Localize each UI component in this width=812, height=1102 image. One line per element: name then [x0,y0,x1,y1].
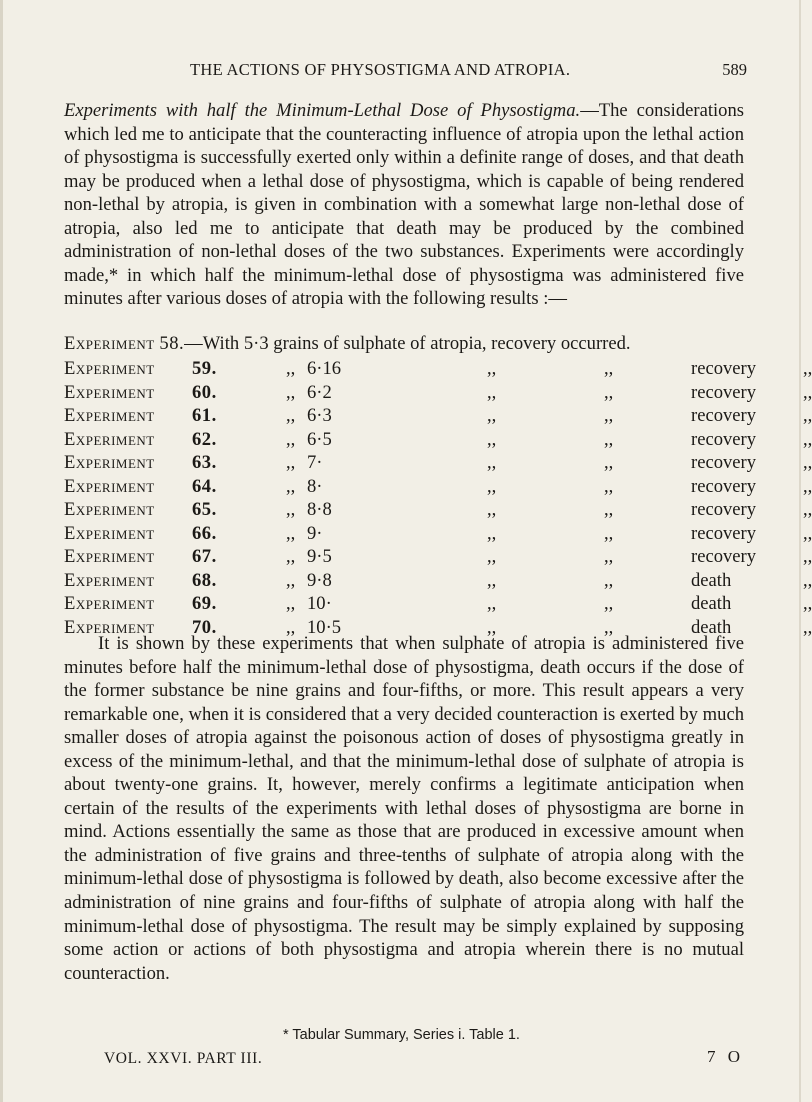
outcome-value: recovery [691,499,757,520]
ditto-mark: ,, [487,381,497,403]
ditto-mark: ,, [803,569,812,591]
ditto-mark: ,, [803,358,812,379]
dose-value: 9· [307,522,323,544]
dose-value: 8· [307,475,323,497]
ditto-mark: ,, [604,593,614,614]
ditto-mark: ,, [604,428,614,450]
ditto-mark: ,, [604,522,614,544]
ditto-mark: ,, [286,452,296,473]
experiment-number: 59. [192,358,217,379]
ditto-mark: ,, [604,569,614,591]
ditto-mark: ,, [286,569,296,591]
table-row [64,452,812,476]
ditto-mark: ,, [803,428,812,450]
ditto-mark: ,, [803,593,812,614]
page-number: 589 [722,60,747,79]
ditto-mark: ,, [803,381,812,403]
experiment-label: Experiment [64,475,155,497]
experiment-label: Experiment [64,405,155,426]
intro-body: —The considerations which led me to anticipate that the counteracting influence of atropia upon the lethal action of physostigma is successfully exerted only within a definite range of doses, and that death may be produced when a lethal dose of physostigma, which is capable of being rendered non-lethal by atropia, is given in combination with a somewhat large non-lethal dose of atropia, also led me to anticipate that death may be produced by the combined administration of non-lethal doses of the two substances. Experiments were accordingly made,* in which half the minimum-lethal dose of physostigma was administered five minutes after various doses of atropia with the following results :— [64,100,744,310]
volume-line: VOL. XXVI. PART III. [104,1050,263,1067]
dose-value: 10·5 [307,616,342,638]
experiment-number: 61. [192,405,217,426]
ditto-mark: ,, [286,381,296,403]
intro-paragraph [64,99,744,311]
ditto-mark: ,, [604,381,614,403]
experiment-58-text: —With 5·3 grains of sulphate of atropia, recovery occurred. [184,333,631,354]
dose-value: 8·8 [307,499,332,520]
dose-value: 6·3 [307,405,332,426]
ditto-mark: ,, [604,405,614,426]
outcome-value: recovery [691,452,757,473]
outcome-value: recovery [691,405,757,426]
experiment-number: 64. [192,475,217,497]
ditto-mark: ,, [487,499,497,520]
page-edge-left [0,0,3,1102]
table-row [64,358,812,382]
ditto-mark: ,, [604,475,614,497]
experiment-number: 69. [192,593,217,614]
experiment-label: Experiment [64,569,155,591]
experiment-label: Experiment [64,522,155,544]
table-row [64,499,812,523]
ditto-mark: ,, [286,358,296,379]
ditto-mark: ,, [286,405,296,426]
dose-value: 6·5 [307,428,332,450]
ditto-mark: ,, [286,546,296,567]
experiment-label: Experiment [64,616,155,638]
dose-value: 6·2 [307,381,332,403]
experiment-58-line [64,333,754,355]
ditto-mark: ,, [487,358,497,379]
table-row [64,522,812,547]
experiment-label: Experiment [64,593,155,614]
ditto-mark: ,, [487,428,497,450]
ditto-mark: ,, [604,452,614,473]
ditto-mark: ,, [803,522,812,544]
ditto-mark: ,, [803,475,812,497]
ditto-mark: ,, [487,522,497,544]
experiment-number: 63. [192,452,217,473]
ditto-mark: ,, [487,616,497,638]
experiment-number: 62. [192,428,217,450]
outcome-value: death [691,569,732,591]
signature-mark: 7 O [707,1047,745,1066]
ditto-mark: ,, [803,499,812,520]
outcome-value: death [691,616,732,638]
running-title: THE ACTIONS OF PHYSOSTIGMA AND ATROPIA. [190,60,571,79]
ditto-mark: ,, [803,452,812,473]
dose-value: 6·16 [307,358,342,379]
table-row [64,546,812,570]
experiment-label: Experiment [64,546,155,567]
outcome-value: recovery [691,522,757,544]
section-heading: Experiments with half the Minimum-Lethal Dose of Physostigma. [64,100,581,121]
dose-value: 10· [307,593,332,614]
ditto-mark: ,, [803,405,812,426]
ditto-mark: ,, [487,452,497,473]
footnote: * Tabular Summary, Series i. Table 1. [283,1027,520,1043]
experiment-label: Experiment [64,452,155,473]
experiment-label: Experiment [64,333,155,354]
outcome-value: recovery [691,475,757,497]
experiment-number: 68. [192,569,217,591]
outcome-value: recovery [691,358,757,379]
table-row [64,428,812,453]
ditto-mark: ,, [803,616,812,638]
conclusion-paragraph: It is shown by these experiments that when sulphate of atropia is administered five minutes before half the minimum-lethal dose of physostigma, death occurs if the dose of the former substance be nine grains and four-fifths, or more. This result appears a very remarkable one, when it is considered that a very decided counteraction is exerted by much smaller doses of atropia against the poisonous action of doses of physostigma greatly in excess of the minimum-lethal, and that the minimum-lethal dose of sulphate of atropia is about twenty-one grains. It, however, merely confirms a legitimate anticipation when certain of the results of the experiments with lethal doses of physostigma are borne in mind. Actions essentially the same as those that are produced in excessive amount when the administration of five grains and three-tenths of sulphate of atropia along with the minimum-lethal dose of physostigma is followed by death, also become excessive after the administration of nine grains and four-fifths of sulphate of atropia along with half the minimum-lethal dose of physostigma. The result may be simply explained by supposing some action or actions of both physostigma and atropia wherein there is no mutual counteraction. [64,633,744,984]
ditto-mark: ,, [487,405,497,426]
ditto-mark: ,, [286,475,296,497]
outcome-value: death [691,593,732,614]
ditto-mark: ,, [803,546,812,567]
table-row [64,475,812,500]
experiment-number: 60. [192,381,217,403]
outcome-value: recovery [691,546,757,567]
running-head [0,60,801,82]
ditto-mark: ,, [604,358,614,379]
ditto-mark: ,, [286,428,296,450]
ditto-mark: ,, [604,499,614,520]
ditto-mark: ,, [487,569,497,591]
ditto-mark: ,, [487,475,497,497]
experiment-number: 58. [159,333,185,354]
experiment-label: Experiment [64,428,155,450]
ditto-mark: ,, [604,616,614,638]
dose-value: 9·5 [307,546,332,567]
ditto-mark: ,, [487,593,497,614]
experiment-number: 67. [192,546,217,567]
outcome-value: recovery [691,381,757,403]
experiment-label: Experiment [64,499,155,520]
experiment-label: Experiment [64,381,155,403]
ditto-mark: ,, [286,499,296,520]
dose-value: 7· [307,452,323,473]
ditto-mark: ,, [286,616,296,638]
table-row [64,569,812,594]
dose-value: 9·8 [307,569,332,591]
ditto-mark: ,, [286,593,296,614]
outcome-value: recovery [691,428,757,450]
table-row [64,405,812,429]
experiment-number: 65. [192,499,217,520]
page-edge-right [799,0,801,1102]
ditto-mark: ,, [604,546,614,567]
experiment-number: 66. [192,522,217,544]
ditto-mark: ,, [286,522,296,544]
experiment-label: Experiment [64,358,155,379]
experiment-number: 70. [192,616,217,638]
table-row [64,593,812,617]
ditto-mark: ,, [487,546,497,567]
experiments-table [64,358,812,640]
table-row [64,381,812,406]
